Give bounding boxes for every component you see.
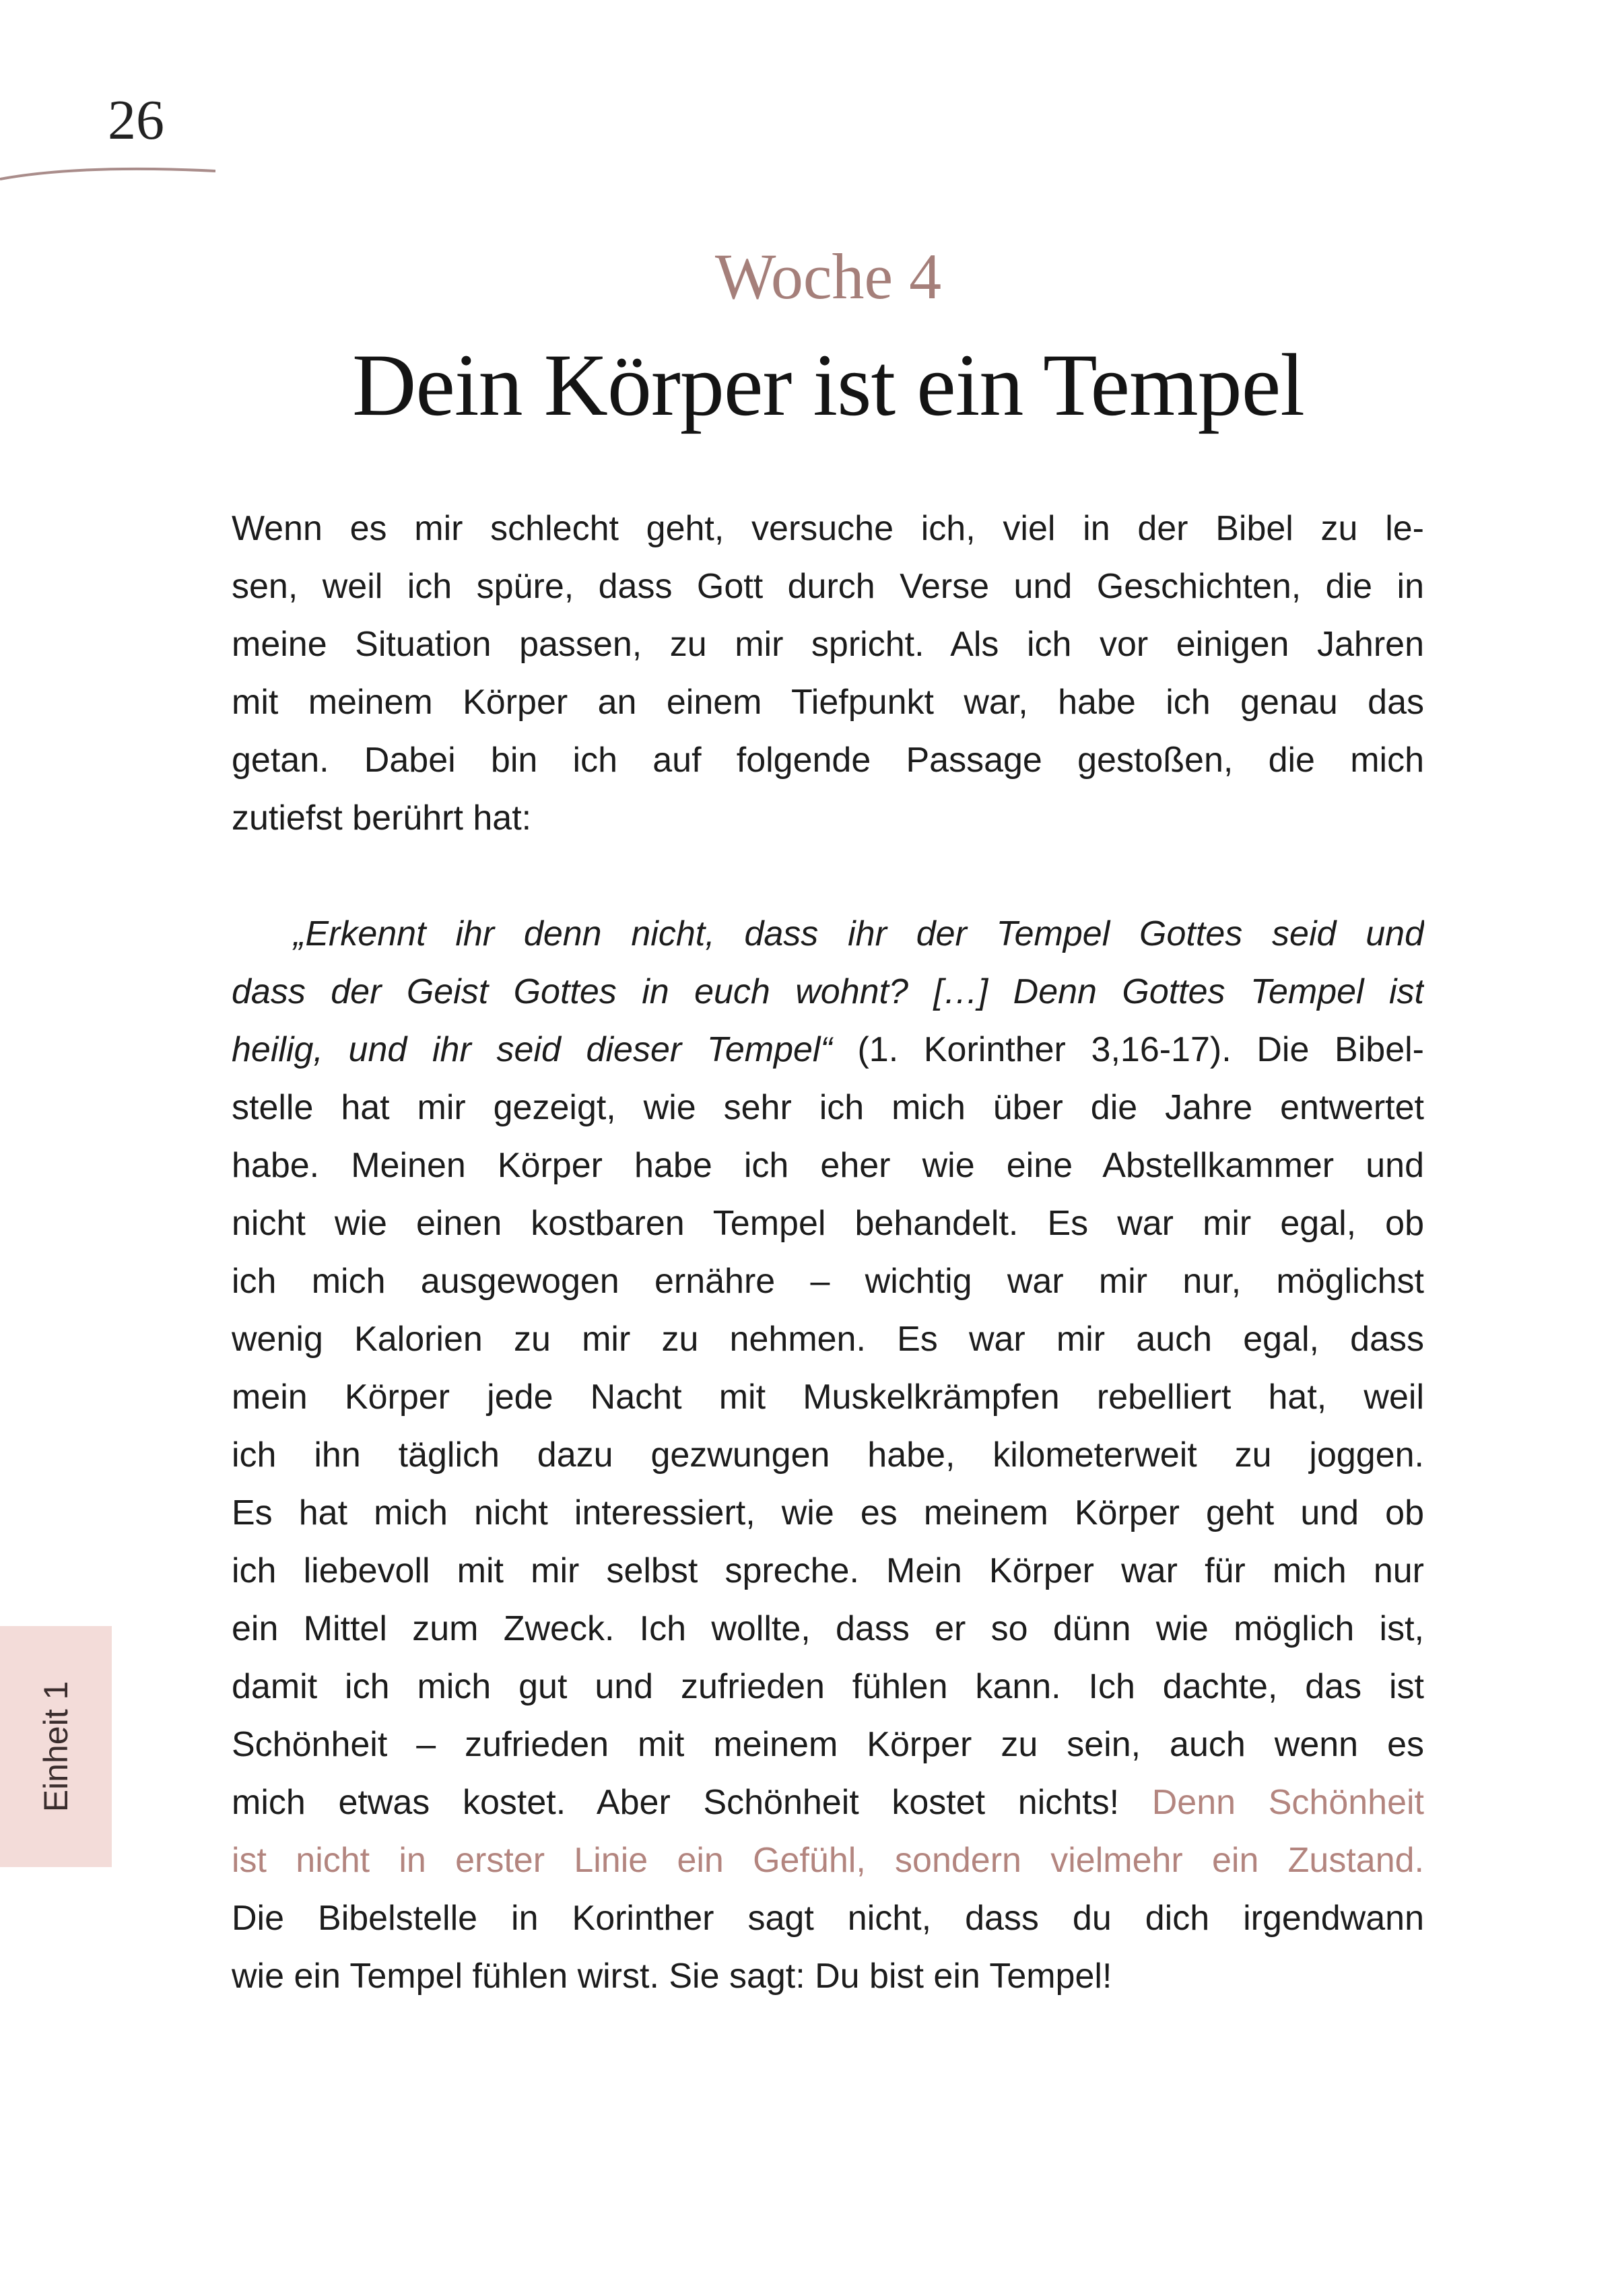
- highlighted-text: ist nicht in erster Linie ein Gefühl, sondern vielmehr ein Zustand.: [232, 1841, 1424, 1880]
- text-segment: wie ein Tempel fühlen wirst. Sie sagt: Du bist ein Tempel!: [232, 1957, 1112, 1996]
- text-segment: mein Körper jede Nacht mit Muskelkrämpfen rebelliert hat, weil: [232, 1378, 1424, 1417]
- text-line: [232, 1426, 1424, 1484]
- text-segment: sen, weil ich spüre, dass Gott durch Verse und Geschichten, die in: [232, 567, 1424, 606]
- text-segment: ich liebevoll mit mir selbst spreche. Mein Körper war für mich nur: [232, 1551, 1424, 1590]
- text-line: [232, 1831, 1424, 1889]
- text-line: [232, 1716, 1424, 1774]
- text-line: [232, 963, 1424, 1021]
- text-line: [232, 1542, 1424, 1600]
- text-line: [232, 1947, 1424, 2005]
- text-segment: (1. Korinther 3,16-17). Die Bibel-: [832, 1030, 1424, 1069]
- text-segment: zutiefst berührt hat:: [232, 799, 532, 838]
- text-line: [232, 1889, 1424, 1947]
- text-segment: stelle hat mir gezeigt, wie sehr ich mich über die Jahre entwertet: [232, 1088, 1424, 1127]
- bible-quote-text: heilig, und ihr seid dieser Tempel“: [232, 1030, 832, 1069]
- body-paragraph-intro: [232, 500, 1424, 847]
- text-line: [232, 1600, 1424, 1658]
- page-number: 26: [108, 89, 164, 151]
- bible-quote-text: „Erkennt ihr denn nicht, dass ihr der Tempel Gottes seid und: [294, 914, 1424, 953]
- text-segment: Wenn es mir schlecht geht, versuche ich, viel in der Bibel zu le-: [232, 509, 1424, 548]
- text-segment: ich mich ausgewogen ernähre – wichtig war mir nur, möglichst: [232, 1262, 1424, 1301]
- text-line: [232, 731, 1424, 789]
- text-line: [232, 1774, 1424, 1831]
- text-line: [232, 1021, 1424, 1079]
- text-line: [232, 1484, 1424, 1542]
- text-line: [232, 500, 1424, 558]
- text-segment: nicht wie einen kostbaren Tempel behandelt. Es war mir egal, ob: [232, 1204, 1424, 1243]
- text-line: [232, 1310, 1424, 1368]
- page-number-rule: [0, 159, 215, 186]
- text-segment: Die Bibelstelle in Korinther sagt nicht, dass du dich irgendwann: [232, 1899, 1424, 1938]
- bible-quote-text: dass der Geist Gottes in euch wohnt? […] Denn Gottes Tempel ist: [232, 972, 1424, 1011]
- text-line: [232, 1137, 1424, 1194]
- week-label: Woche 4: [714, 240, 942, 312]
- unit-tab-label: Einheit 1: [37, 1681, 75, 1813]
- text-line: [232, 1658, 1424, 1716]
- text-line: [232, 558, 1424, 615]
- text-segment: meine Situation passen, zu mir spricht. Als ich vor einigen Jahren: [232, 625, 1424, 664]
- text-segment: mit meinem Körper an einem Tiefpunkt war, habe ich genau das: [232, 683, 1424, 722]
- text-segment: damit ich mich gut und zufrieden fühlen kann. Ich dachte, das ist: [232, 1667, 1424, 1706]
- text-segment: mich etwas kostet. Aber Schönheit kostet nichts!: [232, 1783, 1152, 1822]
- text-line: [232, 1368, 1424, 1426]
- body-paragraph-quote: [232, 905, 1424, 2005]
- text-line: [232, 1079, 1424, 1137]
- text-line: [232, 905, 1424, 963]
- text-segment: ich ihn täglich dazu gezwungen habe, kilometerweit zu joggen.: [232, 1436, 1424, 1475]
- text-line: [232, 1194, 1424, 1252]
- chapter-title: Dein Körper ist ein Tempel: [352, 335, 1304, 434]
- text-segment: Es hat mich nicht interessiert, wie es meinem Körper geht und ob: [232, 1493, 1424, 1532]
- text-line: [232, 673, 1424, 731]
- text-segment: ein Mittel zum Zweck. Ich wollte, dass er so dünn wie möglich ist,: [232, 1609, 1424, 1648]
- text-segment: wenig Kalorien zu mir zu nehmen. Es war mir auch egal, dass: [232, 1320, 1424, 1359]
- text-line: [232, 615, 1424, 673]
- text-segment: getan. Dabei bin ich auf folgende Passage gestoßen, die mich: [232, 741, 1424, 780]
- highlighted-text: Denn Schönheit: [1151, 1783, 1424, 1822]
- text-line: [232, 789, 1424, 847]
- unit-tab: [0, 1626, 112, 1867]
- text-segment: habe. Meinen Körper habe ich eher wie eine Abstellkammer und: [232, 1146, 1424, 1185]
- text-segment: Schönheit – zufrieden mit meinem Körper zu sein, auch wenn es: [232, 1725, 1424, 1764]
- text-line: [232, 1252, 1424, 1310]
